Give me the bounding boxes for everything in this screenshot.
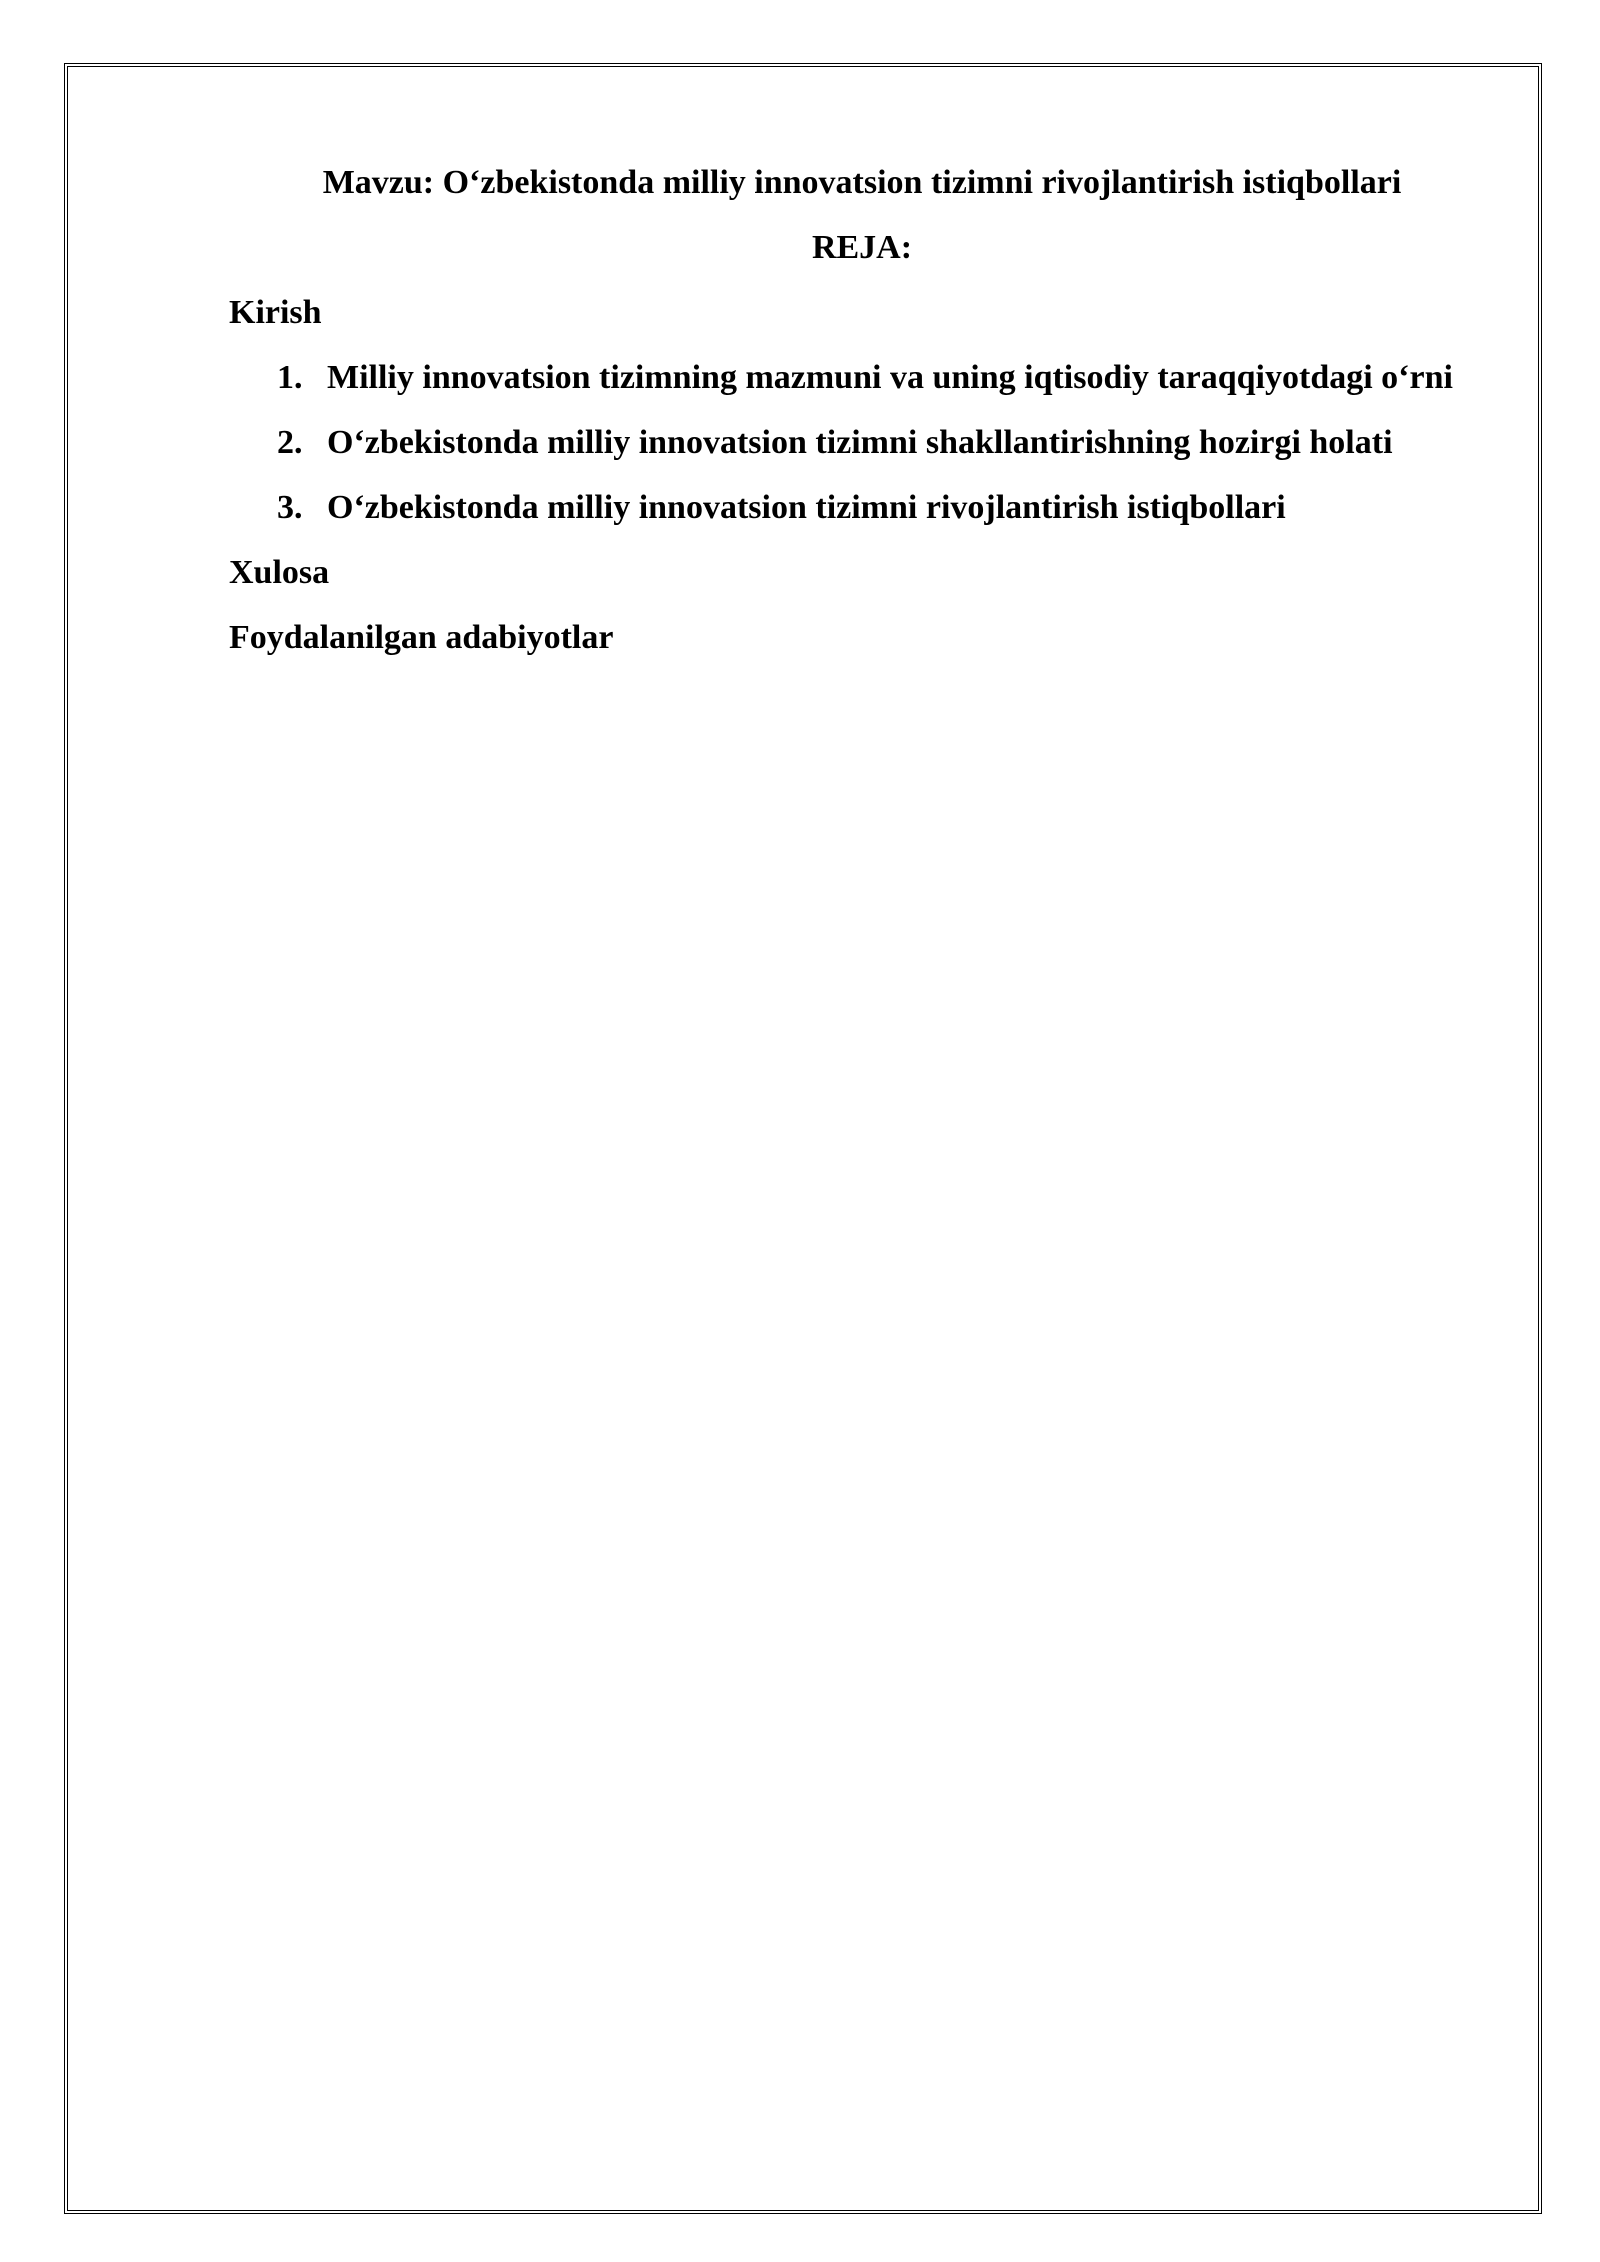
document-title: Mavzu: O‘zbekistonda milliy innovatsion tizimni rivojlantirish istiqbollari <box>322 164 1402 201</box>
plan-list <box>229 345 1495 540</box>
plan-item <box>229 410 1495 475</box>
references-heading: Foydalanilgan adabiyotlar <box>229 619 614 656</box>
plan-item <box>229 475 1495 540</box>
document-body <box>229 150 1495 670</box>
plan-item-text: O‘zbekistonda milliy innovatsion tizimni shakllantirishning hozirgi holati <box>327 424 1393 461</box>
plan-item-number: 1. <box>277 359 303 396</box>
plan-item-text: O‘zbekistonda milliy innovatsion tizimni rivojlantirish istiqbollari <box>327 489 1286 526</box>
plan-item <box>229 345 1495 410</box>
plan-item-number: 2. <box>277 424 303 461</box>
plan-item-text: Milliy innovatsion tizimning mazmuni va uning iqtisodiy taraqqiyotdagi o‘rni <box>327 359 1453 396</box>
intro-heading: Kirish <box>229 294 322 331</box>
plan-heading: REJA: <box>811 229 913 266</box>
plan-item-number: 3. <box>277 489 303 526</box>
conclusion-heading: Xulosa <box>229 554 330 591</box>
